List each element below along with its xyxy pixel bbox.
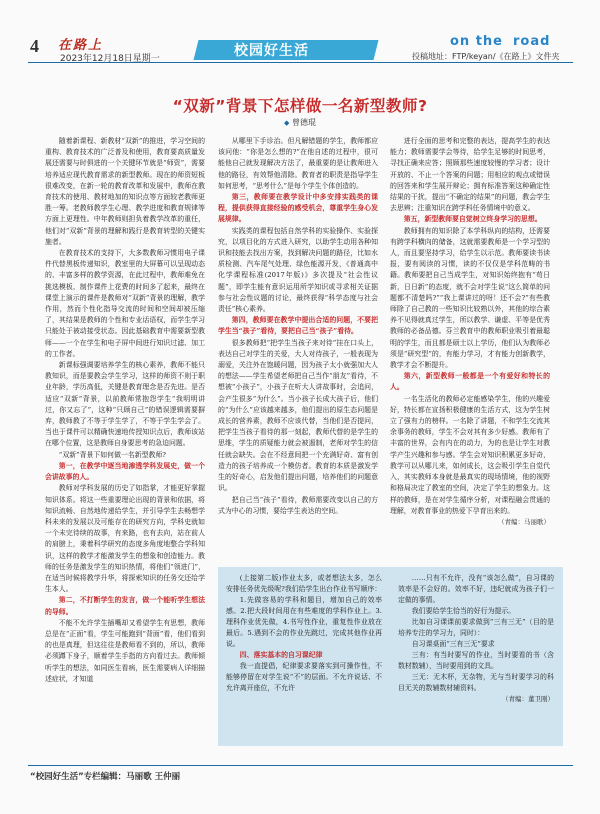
english-tag	[450, 34, 550, 49]
paragraph: 1.先做容易的学科和题目，增加自己的效率感。2.把大段时间用在有些难度的学科作业上。3.理科作业优先做，4.书写性作业，重复性作业放在最后。5.遇到不会的作业先跳过，完成其他作业再说。	[226, 596, 382, 648]
box-column-2	[398, 573, 554, 743]
author-name: 曾德琨	[291, 118, 316, 127]
article-column-2	[218, 136, 378, 558]
paragraph: 随着新课程、新教材“双新”的推进，学习空间的重构、教育技术的广泛普及和使用，教育要高质量发展还需要与时俱进的一个关键环节就是“师资”，需要培养适应现代教育需求的新型教师。现在的师资短板很难改变，在新一轮的教育改革和发展中，教师在教育技术的使用、教材地加的知识点等方面较老教师更胜一筹。老教师教学生心理、教学进度和教育规律等方面上更理性。中年教师则担负着教学改革的重任，他们对“双新”背景的理解和践行是教育转型的关键实施者。	[45, 137, 205, 246]
paragraph: 自习课桌面“三有三无”要求	[411, 640, 495, 648]
paragraph: “双新”背景下如何做一名新型教师?	[58, 450, 167, 459]
diamond-icon: ◆	[284, 119, 290, 127]
page-number: 4	[30, 36, 39, 56]
paragraph: 第二，不打断学生的发言，做一个能听学生想法的导师。	[45, 596, 205, 616]
paragraph: 很多教师把“把学生当孩子来对待”挂在口头上，表达自己对学生的关爱，大人对待孩子，一般表现为溺爱，关注外在饱暖问题，因为孩子太小就强加大人的想法——学生希望老师把自己当作“朋友”看待，不想被“小孩子”，小孩子在听大人讲故事时，会追问，会产生很多“为什么”。当小孩子长成大孩子后，他们的“为什么”应该越来越多，他们提出的原生态问题是成长的营养素，教师不应该代替，当他们是否提问，把学生当孩子看待的那一刻起，教师代替的是学生的思维，学生的质疑能力就会被遏制，老师对学生的信任就会缺失。会在不经意间把一个充满好奇、富有创造力的孩子培养成一个模仿者。教育的本质是激发学生的好奇心，启发他们提出问题，培养他们的问题意识。	[218, 338, 378, 493]
paragraph: 一名生活化的教师必定能感染学生，他的兴趣爱好，特长都在宣扬积极健康的生活方式，这为学生树立了强有力的榜样。一名除了讲题，不和学生交流其余事务的教师，学生不会对其有多少好感。教师有了丰富的世界，会有内在的动力，为的也是让学生对教学产生兴趣和参与感。学生会对知识积累更多好奇，教学可以从哪儿来，如何成长，这会吸引学生自觉代入，其实教师本身就是最真实的现场情境，他的视野和格局决定了教室的空间，决定了学生的想象力。这样的教师，是在对学生循序分析，对课程融会贯通的理解，对教育事业的热爱下孕育出来的。	[390, 394, 550, 515]
paragraph: 三无：无木杯，无杂物，无与当时要学习的科目无关的数辅数材辅资料。	[398, 673, 554, 692]
issue-date: 2023年12月18日星期一	[60, 54, 160, 64]
paragraph: (上接第二版)作业太多，或者想法太多，怎么安排任务优先级呢?我们给学生出台作业书写顺序：	[226, 574, 382, 593]
paragraph: 第一，在教学中逐当地渗透学科发展史，做一个会讲故事的人。	[45, 461, 205, 482]
english-tag-on-the: on the	[450, 34, 503, 49]
english-tag-road: road	[513, 34, 551, 49]
header-divider	[28, 62, 573, 63]
article-column-1	[45, 136, 205, 706]
paragraph: 第四，教师要在教学中提出合适的问题，不要把学生当“孩子”看待，要把自己当“孩子”看待。	[218, 316, 378, 336]
footer-divider	[28, 765, 573, 766]
paragraph: 四、落实基本的自习课纪律	[239, 651, 323, 659]
paragraph: 教师拥有的知识除了本学科纵向的结构，还需要有跨学科横向的储备，这就需要教师是一个学习型的人，而且要坚持学习，给学生以示范。教师要读书读报，要有阅读的习惯，读的不仅仅是学科范畴的书籍。教师要把自己当成学生，对知识始终抱有“苟日新，日日新”的态度，就不会对学生说“这么简单的问题都不清楚吗?”“我上课讲过的呀！还不会?”有些教师除了自己教的一些知识比较熟以外，其他的综合素养不见得就真过学生，所以教学、谦虚、平等是优秀教师的必备品德。芬兰教育中的教师职业吸引着最聪明的学生，而且都是硕士以上学历，他们认为教师必须是“研究型”的，有能力学习，才有能力创新教学，教学才会不断提升。	[390, 226, 550, 370]
paragraph: 新课标强调要培养学生的核心素养，教师不能只教知识，而是要教会学生学习，这样的师资不则于职业年龄，学历高低，关键是教育理念是否先进。是否适应“双新”背景，以前教师常抱怨学生“我明明讲过，你又忘了”，这种“只顾自己”的错误逻辑需要摒弃，教师教了不等于学生学了，不等于学生学会了。当也于课件可以精确快速地传授知识点后，教师该站在哪个位置，这是教师自身要思考的急迫问题。	[45, 361, 205, 448]
paragraph: 比如自习课课前要求做到“三有三无”（目的是培养专注的学习力，同时）：	[398, 618, 554, 637]
contribution-note: 投稿地址：FTP/keyan/《在路上》文件夹	[412, 52, 560, 61]
paragraph: 不能不允许学生插嘴却又希望学生有思想，教师总是在“正面”看，学生可能跑到“背面”看，他们看到的也是真理，但这往往是教师看不到的，所以，教师必须蹲下身子，顺着学生手指的方向看过去。教师倾听学生的想法，如同医生看病，医生需要病人详细描述症状，才知道	[45, 618, 205, 683]
paragraph: 教师对学科发展的历史了如指掌，才能更好掌握知识体系。将这一些重要理论出现的背景和依据，将知识流畅、自然地传递给学生，并引导学生去畅想学科未来的发展以及可能存在的研究方向，学科史就如一个未完待续的故事，有来路，也有去向，站在前人的肩膀上，秉着科学研究的态度多角度地整合学科知识，这样的教学才能激发学生的想象和创造能力。教师的任务是激发学生的知识热情，将他们“领进门”，在适当时候将教学升华，将探索知识的任务交还给学生本人。	[45, 484, 205, 594]
paragraph: 我们要给学生恰当的好行为提示。	[411, 607, 516, 615]
page-header	[0, 0, 600, 62]
paragraph: 我一直提倡，纪律要求要落实到可操作性，不能够停留在对学生说“不”的层面。不允许说话、不允许离开座位，不允许	[226, 662, 382, 692]
paragraph: 第三，教师要在教学设计中多安排实践类的课程，提供获得直接经验的感受机会，尊重学生身心发展规律。	[218, 193, 378, 224]
editor-signature: （青编：马丽歌）	[498, 517, 550, 526]
paragraph: 实践类的课程包括自然学科的实验操作、实验探究，以项目化的方式进入研究，以助学生动用各种知识和技能去找出方案，找到解决问题的路径，比如水质检测、汽车尾气处理、绿色能源开发，《普通高中化学课程标准(2017年版)》多次提及“社会性议题”，即学生能有意识运用所学知识或寻求相关证据参与社会性议题的讨论，最终获得“科学态度与社会责任”核心素养。	[218, 226, 378, 314]
paragraph: 把自己当“孩子”看待，教师需要改变以自己的方式为中心的习惯，要给学生表达的空间。	[218, 495, 378, 515]
article-author	[0, 117, 600, 128]
paragraph: 进行全面的思考和完整的表达，提高学生的表达能力；教师需要学会等待，给学生足够的时间思考，寻找正确来应答；照顾那些速度较慢的学习者；设计开放的、不止一个答案的问题；用相应的观点或错误的回答来和学生展开辩论；拥有标准答案这种确定性结果的干扰，提出“不确定的结果”的问题，教会学生去思辨；注重知识在跨学科任务情境中的意义。	[390, 137, 550, 213]
paragraph: 第六，新型教师一般都是一个有爱好和特长的人。	[390, 372, 550, 392]
editor-credit: “校园好生活”专栏编辑：马丽歌 王仲丽	[30, 772, 181, 782]
paragraph: 三有：有当时要写的作业，当时要看的书（含数材数辅），当时要用到的文具。	[398, 651, 554, 670]
section-banner: 校园好生活	[234, 43, 309, 59]
editor-signature: （青编：董卫刚）	[502, 695, 554, 703]
newspaper-logo: 在路上	[58, 38, 104, 53]
paragraph: 在教育技术的支持下，大多数教师习惯用电子课件代替黑板传递知识，教室里的大屏幕可以呈现动态的、丰富多样的教学资源，在此过程中，教师难免在挑选模板、制作课件上花费的时间多了起来，最终在课堂上演示的课件是教师对“双新”背景的理解，教学作用，然而个性化指导交流的时间和空间却被压缩了，其结果是教师的个性和专业话语权，而学生学习只能处于被动接受状态。因此基础教育中需要新型教师——一个在学生和电子屏中间进行知识过滤、加工的工作者。	[45, 249, 205, 358]
paragraph: 第五，新型教师要自觉树立终身学习的思想。	[403, 215, 542, 224]
paragraph: ……只有不允许，没有“该怎么做”，自习课的效率是不会好的。效率不好，违纪就成为孩子们一定做的事情。	[398, 574, 554, 604]
paragraph: 从哪里下手诊治。但凡解错题的学生，教师都应该问他：“你是怎么想的?”在他自述的过程中，很可能他自己就发现解决方法了，最重要的是让教师进入他的路径，有效帮他清除。教育者的职责是指导学生如何思考，“思考什么”是每个学生个体创造的。	[218, 137, 378, 190]
box-column-1	[226, 573, 382, 743]
article-title: “双新”背景下怎样做一名新型教师?	[172, 97, 428, 115]
